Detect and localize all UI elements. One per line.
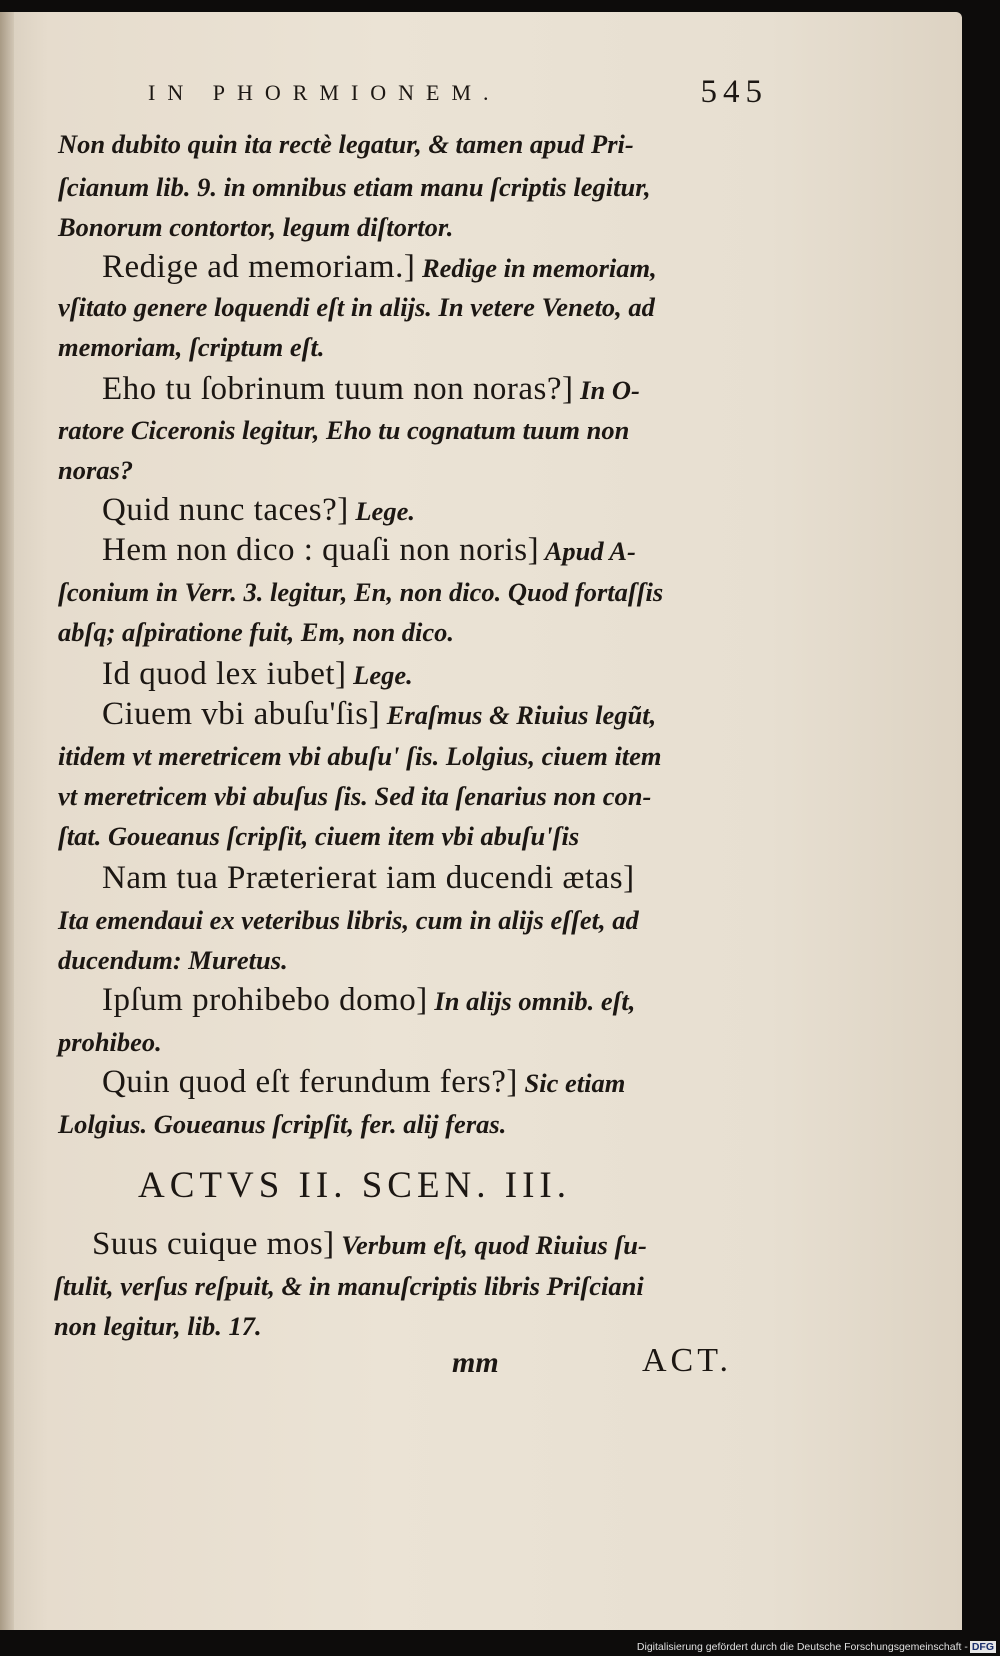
text-line <box>58 450 778 490</box>
text-line <box>58 1022 778 1062</box>
commentary: In alijs omnib. eſt, <box>427 986 636 1016</box>
lemma: Ciuem vbi abuſu'ſis] <box>102 696 381 732</box>
text-line <box>58 124 778 164</box>
commentary: Apud A- <box>539 536 636 566</box>
commentary: Eraſmus & Riuius legũt, <box>380 700 657 730</box>
dfg-logo: DFG <box>971 1641 994 1653</box>
lemma-line <box>102 490 778 531</box>
text-line <box>58 612 778 652</box>
section-heading: ACTVS II. SCEN. III. <box>138 1165 571 1206</box>
commentary: ſtat. Goueanus ſcripſit, ciuem item vbi abuſu'ſis <box>58 821 580 851</box>
text-line <box>58 816 778 856</box>
text-line <box>54 1266 774 1306</box>
lemma-line <box>92 1224 768 1265</box>
digitization-footer <box>635 1640 998 1654</box>
lemma-line <box>102 694 778 735</box>
commentary: In O- <box>573 375 640 405</box>
commentary: abſq; aſpiratione fuit, Em, non dico. <box>58 617 455 647</box>
text-line <box>58 900 778 940</box>
commentary: noras? <box>58 455 134 485</box>
lemma: Suus cuique mos] <box>92 1226 335 1262</box>
commentary: prohibeo. <box>58 1027 162 1057</box>
lemma-line <box>102 530 778 571</box>
commentary: Lege. <box>348 496 415 526</box>
commentary: ſconium in Verr. 3. legitur, En, non dico. Quod fortaſſis <box>58 577 664 607</box>
commentary: vſitato genere loquendi eſt in alijs. In vetere Veneto, ad <box>58 292 655 322</box>
lemma: Quid nunc taces?] <box>102 492 349 528</box>
commentary: Ita emendaui ex veteribus libris, cum in alijs eſſet, ad <box>58 905 639 935</box>
catchword: ACT. <box>642 1342 732 1379</box>
commentary: memoriam, ſcriptum eſt. <box>58 332 325 362</box>
lemma: Ipſum prohibebo domo] <box>102 982 428 1018</box>
running-head <box>148 74 768 118</box>
text-line <box>58 207 778 247</box>
commentary: Verbum eſt, quod Riuius ſu- <box>334 1230 647 1260</box>
text-line <box>58 572 778 612</box>
lemma-line <box>102 980 778 1021</box>
text-line <box>58 776 778 816</box>
commentary: Lolgius. Goueanus ſcripſit, fer. alij feras. <box>58 1109 507 1139</box>
footer-text: Digitalisierung gefördert durch die Deutsche Forschungsgemeinschaft - <box>636 1641 968 1653</box>
lemma: Eho tu ſobrinum tuum non noras?] <box>102 371 574 407</box>
text-line <box>58 167 778 207</box>
commentary: ratore Ciceronis legitur, Eho tu cognatum tuum non <box>58 415 630 445</box>
commentary: vt meretricem vbi abuſus ſis. Sed ita ſenarius non con- <box>58 781 652 811</box>
lemma-line <box>102 654 778 695</box>
lemma: Redige ad memoriam.] <box>102 249 416 285</box>
commentary: Sic etiam <box>517 1068 626 1098</box>
text-line <box>58 1104 778 1144</box>
lemma: Quin quod eſt ferundum fers?] <box>102 1064 518 1100</box>
text-line <box>54 1306 774 1346</box>
commentary: non legitur, lib. 17. <box>54 1311 262 1341</box>
lemma-line <box>102 1062 778 1103</box>
lemma-line <box>102 247 778 288</box>
lemma: Id quod lex iubet] <box>102 656 347 692</box>
book-page <box>0 12 962 1630</box>
text-line <box>58 287 778 327</box>
lemma: Nam tua Præterierat iam ducendi ætas] <box>102 860 635 896</box>
commentary: ſtulit, verſus reſpuit, & in manuſcriptis libris Priſciani <box>54 1271 644 1301</box>
commentary: Bonorum contortor, legum diſtortor. <box>58 212 454 242</box>
signature-mark: mm <box>452 1346 499 1379</box>
commentary: itidem vt meretricem vbi abuſu' ſis. Lolgius, ciuem item <box>58 741 662 771</box>
text-line <box>58 940 778 980</box>
commentary: Lege. <box>346 660 413 690</box>
text-line <box>58 410 778 450</box>
running-head-title: IN PHORMIONEM. <box>148 80 501 105</box>
commentary: Non dubito quin ita rectè legatur, & tamen apud Pri- <box>58 129 634 159</box>
lemma: Hem non dico : quaſi non noris] <box>102 532 540 568</box>
lemma-line <box>102 858 778 899</box>
commentary: Redige in memoriam, <box>415 253 657 283</box>
text-line <box>58 327 778 367</box>
page-number: 545 <box>700 74 768 110</box>
commentary: ducendum: Muretus. <box>58 945 288 975</box>
page-text <box>0 12 962 1630</box>
text-line <box>58 736 778 776</box>
lemma-line <box>102 369 778 410</box>
commentary: ſcianum lib. 9. in omnibus etiam manu ſcriptis legitur, <box>58 172 651 202</box>
